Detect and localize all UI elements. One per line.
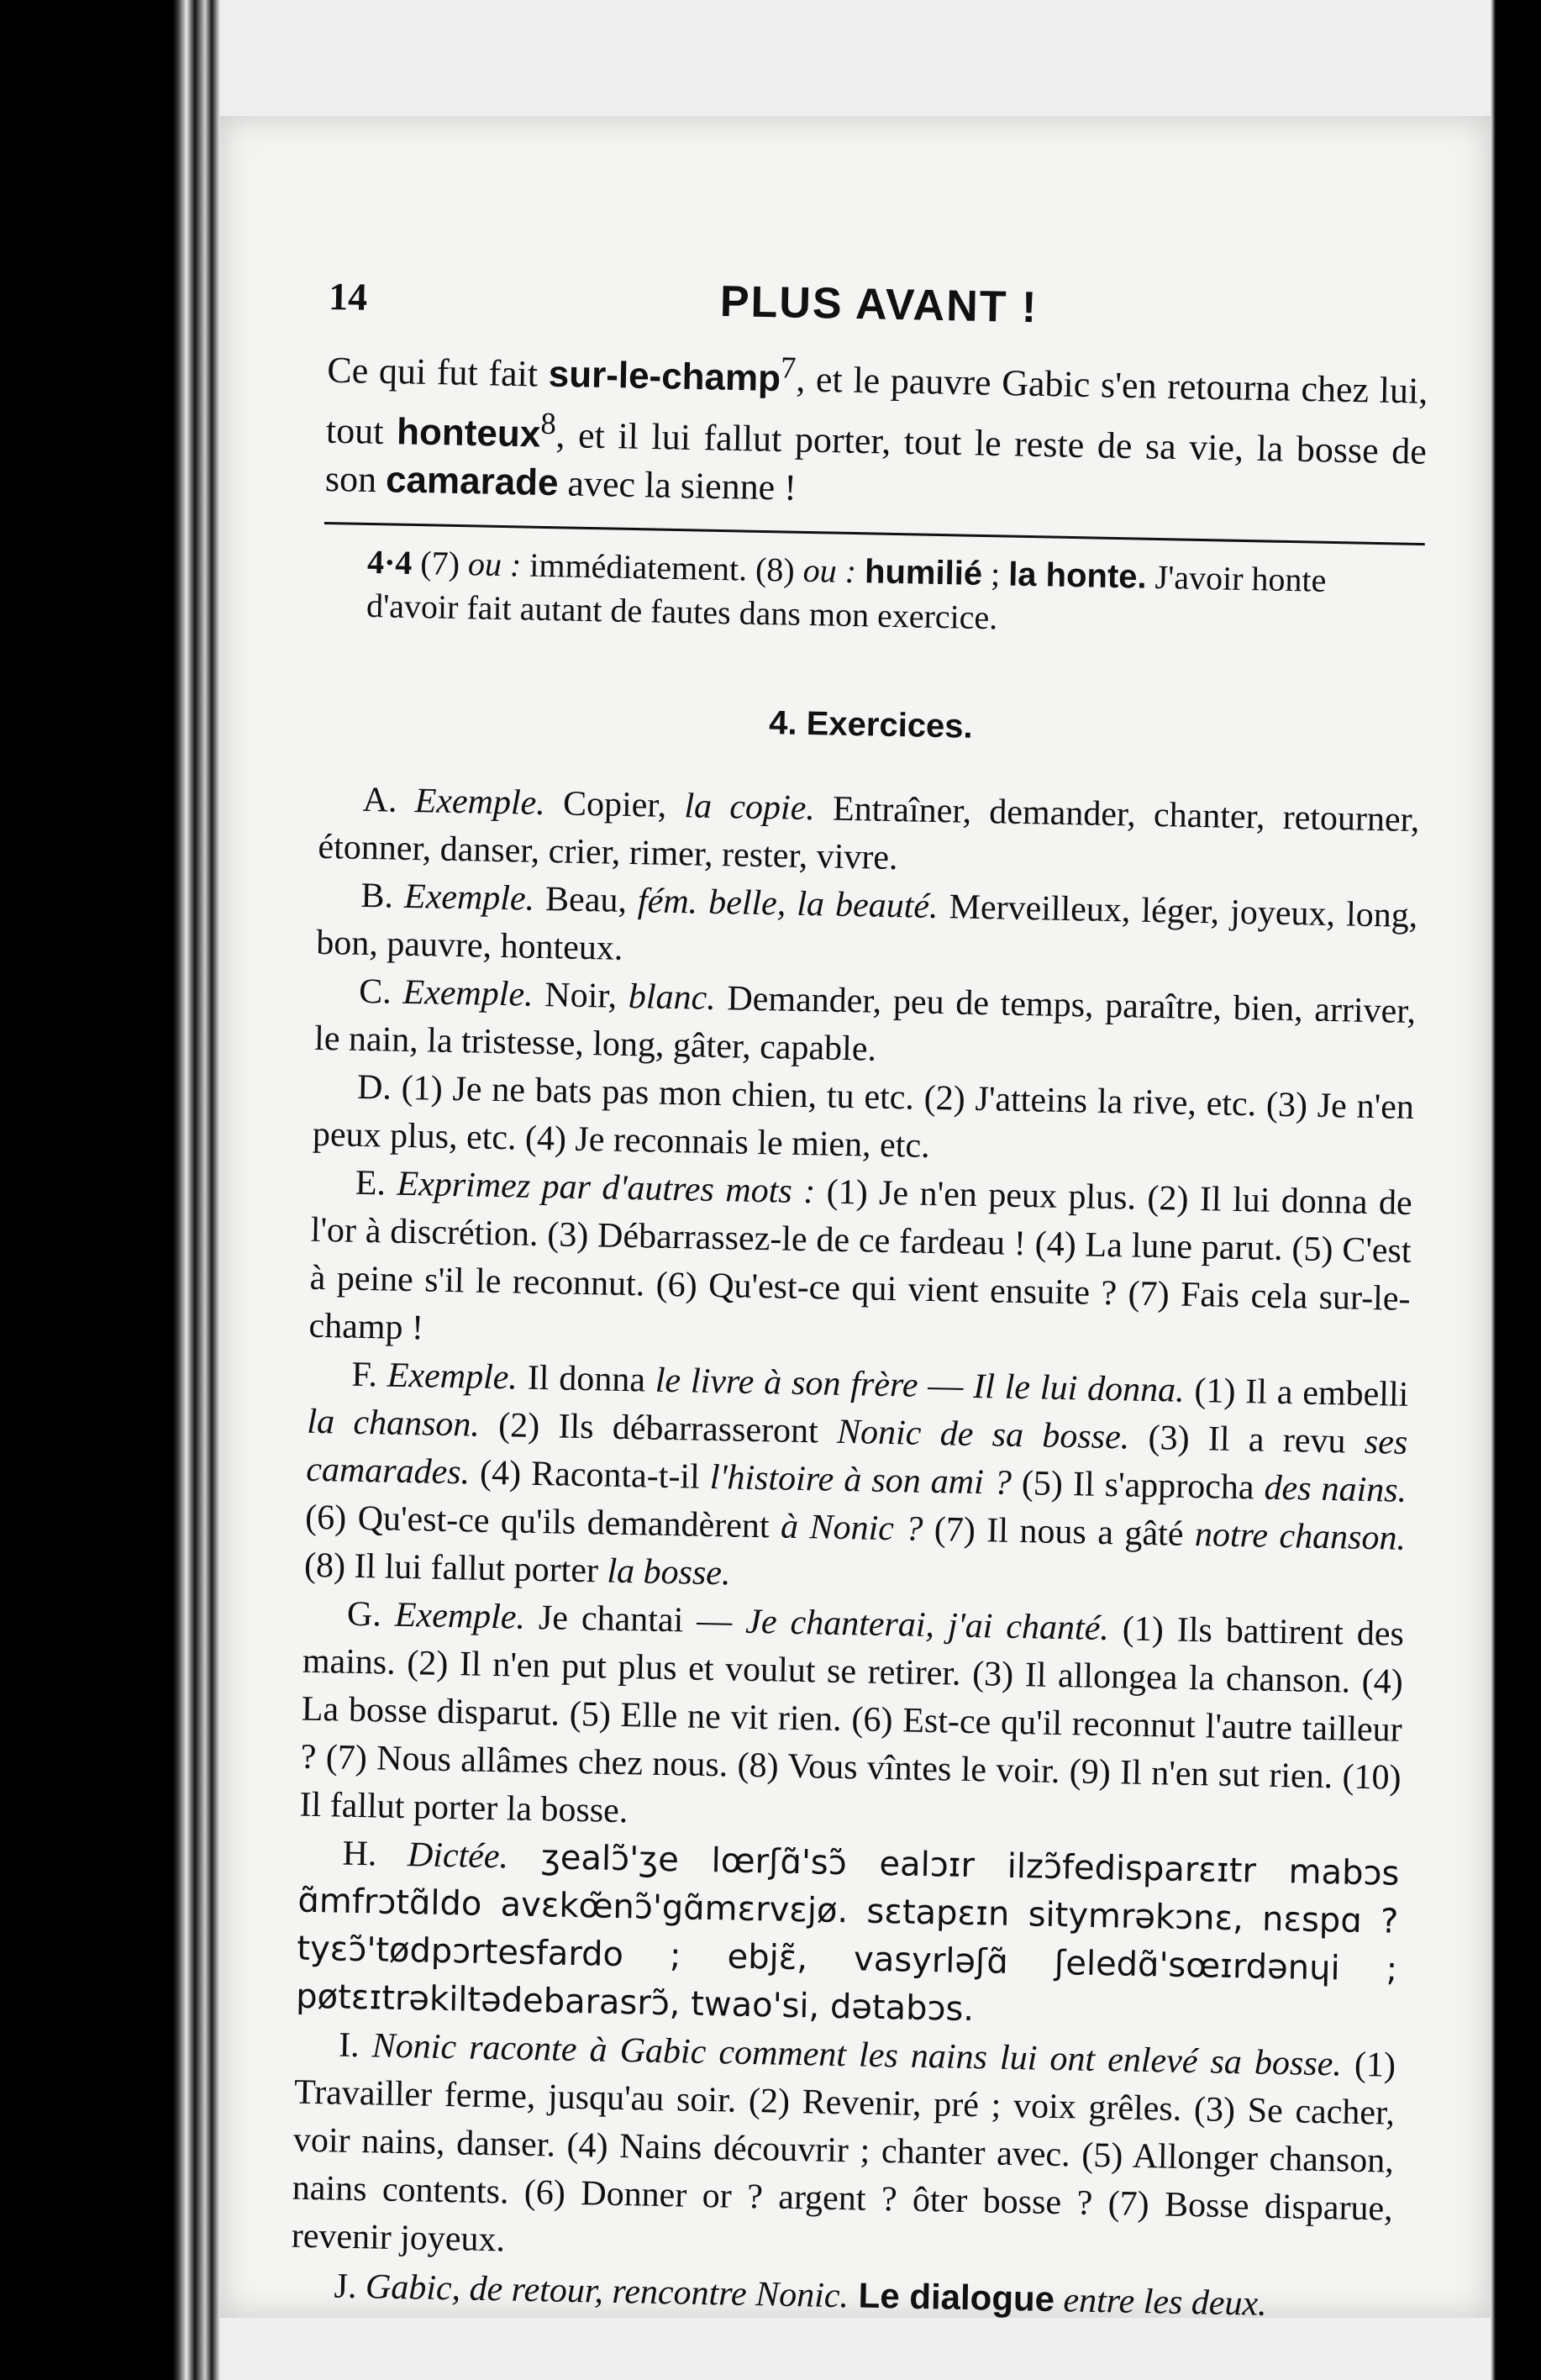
story-paragraph — [324, 334, 1428, 524]
exercise-italic: Nonic de sa bosse. — [836, 1413, 1130, 1457]
exercise-label: Nonic raconte à Gabic comment les nains lui ont enlevé sa bosse. — [371, 2026, 1343, 2084]
exercise-text: Il donna — [517, 1358, 656, 1400]
exercise-text: (4) Raconta-t-il — [469, 1453, 711, 1498]
exercise-text: Merveilleux, léger, joyeux, long, bon, pauvre, honteux. — [315, 887, 1418, 969]
exercise-e — [308, 1159, 1412, 1372]
running-title: PLUS AVANT ! — [719, 276, 1039, 333]
book-page — [220, 116, 1491, 2325]
exercise-italic: blanc. — [628, 977, 717, 1019]
exercise-italic: entre les deux. — [1054, 2281, 1268, 2325]
exercise-italic: l'histoire à son ami ? — [709, 1458, 1012, 1503]
note-term: la honte. — [1007, 556, 1148, 597]
note-text: (7) — [411, 544, 469, 583]
exercise-text: (1) Ils battirent des mains. (2) Il n'en put plus et voulut se retirer. (3) Il allongea la chanson. (4) La bosse disparut. (5) Elle ne vit rien. (6) Est-ce qu'il reconnut l'autre tailleur ? (7) Nous allâmes chez nous. (8) Vous vîntes le voir. (9) Il n'en sut rien. (10) Il fallut porter la bosse. — [299, 1609, 1405, 1831]
exercise-text: Demander, peu de temps, paraître, bien, arriver, le nain, la tristesse, long, gâter, capable. — [313, 979, 1417, 1069]
exercise-italic: fém. belle, la beauté. — [637, 882, 939, 927]
exercise-label: Exemple. — [403, 877, 535, 919]
exercise-letter: B. — [360, 877, 405, 917]
exercise-label: Dictée. — [407, 1835, 509, 1877]
section-title: 4. Exercices. — [768, 704, 974, 746]
exercise-i — [291, 2021, 1396, 2282]
exercise-text: Noir, — [533, 976, 629, 1017]
exercise-text: — — [918, 1366, 974, 1407]
exercise-letter: F. — [351, 1356, 388, 1395]
note-term: humilié — [864, 553, 983, 593]
footnote-ref: 8 — [540, 405, 557, 440]
page-number: 14 — [328, 274, 368, 319]
exercise-text: (7) Il nous a gâté — [922, 1510, 1196, 1555]
exercise-g — [299, 1590, 1404, 1851]
page-content — [290, 259, 1430, 2331]
exercise-text: (1) Il a embelli — [1184, 1372, 1409, 1415]
exercise-italic: le livre à son frère — [655, 1361, 918, 1406]
story-term: honteux — [396, 410, 541, 455]
exercise-letter: A. — [362, 781, 416, 821]
exercise-text: Entraîner, demander, chanter, retourner, étonner, danser, crier, rimer, rester, vivre. — [318, 789, 1420, 878]
exercise-italic: notre chanson. — [1194, 1515, 1407, 1559]
story-text: , et le pauvre Gabic s'en retourna chez lui, tout — [325, 358, 1428, 452]
exercise-text: (5) Il s'approcha — [1011, 1464, 1265, 1508]
exercise-letter: J. — [334, 2267, 366, 2307]
exercise-italic: Je chanterai, j'ai chanté. — [744, 1603, 1110, 1649]
exercise-text: Copier, — [544, 784, 685, 826]
exercise-text: (1) Travailler ferme, jusqu'au soir. (2) Revenir, pré ; voix grêles. (3) Se cacher, voir nains, danser. (4) Nains découvrir ; chanter avec. (5) Allonger chanson, nains contents. (6) Donner or ? argent ? ôter bosse ? (7) Bosse disparue, revenir joyeux. — [291, 2045, 1396, 2260]
exercise-letter: H. — [342, 1834, 408, 1875]
story-text: avec la sienne ! — [558, 462, 797, 509]
exercise-text: (1) Je n'en peux plus. (2) Il lui donna de l'or à discrétion. (3) Débarrassez-le de ce fardeau ! (4) La lune parut. (5) C'est à peine s'il le reconnut. (6) Qu'est-ce qui vient ensuite ? (7) Fais cela sur-le-champ ! — [308, 1172, 1413, 1348]
exercise-f — [304, 1351, 1409, 1611]
exercise-italic: des nains. — [1264, 1468, 1407, 1511]
note-number: 4·4 — [366, 543, 413, 582]
note-italic: ou : — [802, 551, 857, 591]
note-text: J'avoir honte d'avoir fait autant de fautes dans mon exercice. — [366, 558, 1327, 637]
note-text: immédiatement. (8) — [520, 545, 804, 590]
exercise-letter: E. — [355, 1164, 397, 1204]
exercise-label: Exprimez par d'autres mots : — [397, 1165, 816, 1212]
exercise-text: Beau, — [534, 880, 639, 921]
exercise-label: Exemple. — [414, 782, 546, 824]
exercise-text: (6) Qu'est-ce qu'ils demandèrent — [304, 1498, 781, 1546]
exercise-text: (3) Il a revu — [1128, 1418, 1365, 1462]
exercise-label: Exemple. — [387, 1356, 518, 1398]
exercise-italic: Il le lui donna. — [972, 1367, 1186, 1411]
story-term: camarade — [385, 459, 560, 504]
exercise-italic: à Nonic ? — [780, 1507, 923, 1550]
exercise-label: Exemple. — [394, 1596, 526, 1638]
story-text: Ce qui fut fait — [326, 349, 550, 395]
exercise-h — [296, 1830, 1400, 2042]
exercise-text: (8) Il lui fallut porter — [303, 1546, 607, 1591]
exercise-bold: Le dialogue — [848, 2275, 1055, 2319]
exercise-letter: G. — [346, 1595, 396, 1635]
exercise-letter: I. — [338, 2025, 373, 2066]
footnote-ref: 7 — [780, 350, 797, 385]
exercise-italic: ses camarades. — [305, 1423, 1408, 1493]
exercise-d: D. (1) Je ne bats pas mon chien, tu etc. (2) J'atteins la rive, etc. (3) Je n'en peux plus, etc. (4) Je reconnais le mien, etc. — [312, 1068, 1415, 1166]
phonetic-dictation: ʒealɔ̃'ʒe lœrʃɑ̃'sɔ̃ ealɔɪr ilzɔ̃fedisparɛɪtr mabɔs ɑ̃mfrɔtɑ̃ldo avɛkœ̃nɔ̃'gɑ̃mɛrvɛjø. sɛtapɛɪn sitymrəkɔnɛ, nɛspɑ ? tyɛɔ̃'tødpɔrtesfardo ; ebjɛ̃, vasyrləʃɑ̃ ʃeledɑ̃'sœɪrdənɥi ; pøtɛɪtrəkiltədebarasrɔ̃, twao'si, dətabɔs. — [295, 1837, 1400, 2030]
exercise-letter: C. — [358, 972, 403, 1013]
exercise-label: Gabic, de retour, rencontre Nonic. — [365, 2267, 849, 2316]
exercise-italic: la chanson. — [306, 1403, 481, 1445]
exercise-text: (2) Ils débarrasseront — [479, 1406, 838, 1452]
exercise-italic: la copie. — [684, 787, 816, 829]
story-term: sur-le-champ — [548, 353, 781, 399]
note-text: ; — [981, 555, 1009, 593]
exercise-italic: la bosse. — [607, 1551, 731, 1593]
exercise-label: Exemple. — [402, 973, 534, 1015]
exercise-text: Je chantai — — [524, 1598, 746, 1642]
story-text: , et il lui fallut porter, tout le reste de sa vie, la bosse de son — [324, 413, 1428, 501]
footnotes — [323, 540, 1425, 648]
note-italic: ou : — [467, 545, 522, 584]
